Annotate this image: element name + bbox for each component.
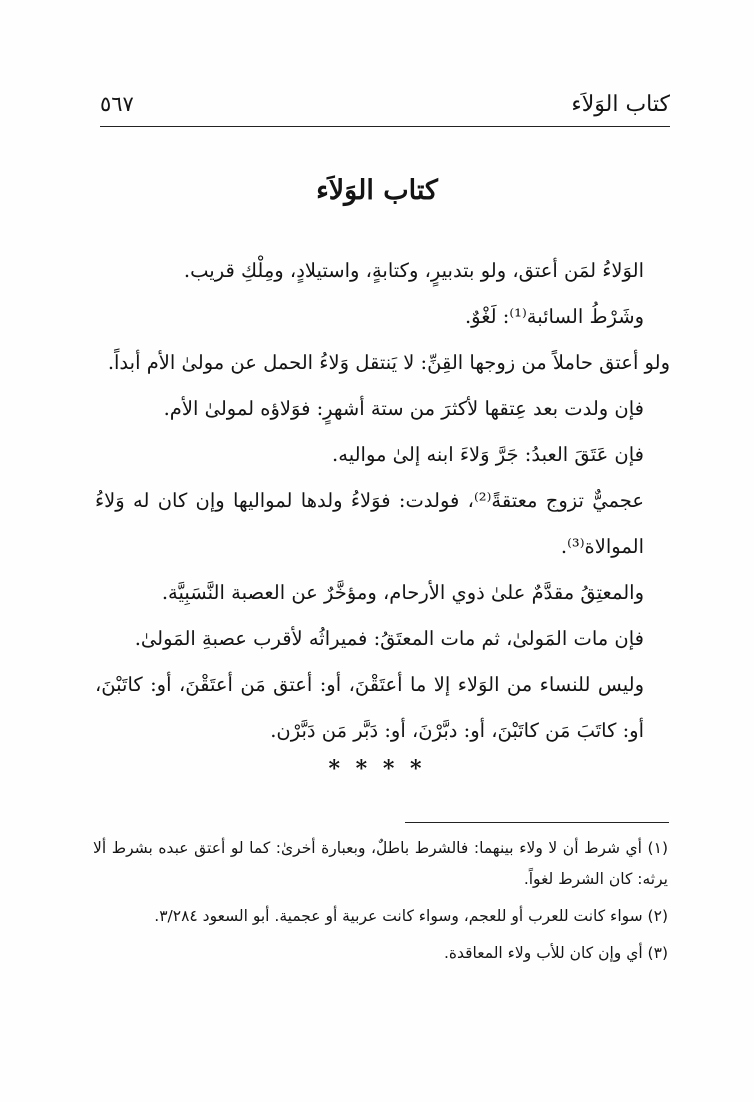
- paragraph-5: فإن عَتَقَ العبدُ: جَرَّ وَلاءَ ابنه إلىٰ مواليه.: [332, 443, 644, 466]
- footnote-3: (٣) أي وإن كان للأب ولاء المعاقدة.: [443, 944, 668, 962]
- footnotes: [93, 833, 668, 969]
- paragraph-2: وشَرْطُ السائبة⁽¹⁾: لَغْوٌ.: [464, 305, 644, 328]
- paragraph-4: فإن ولدت بعد عِتقها لأكثرَ من ستة أشهرٍ: فوَلاؤه لمولىٰ الأم.: [163, 397, 644, 420]
- header-rule: [100, 126, 670, 127]
- main-text: [95, 248, 670, 754]
- page-number: ٥٦٧: [100, 92, 134, 116]
- footnote-1: (١) أي شرط أن لا ولاء بينهما: فالشرط باطلٌ، وبعبارة أخرىٰ: كما لو أعتق عبده بشرط ألا يرثه: كان الشرط لغواً.: [93, 839, 668, 888]
- running-header-title: كتاب الوَلاَء: [571, 92, 670, 117]
- paragraph-9: وليس للنساء من الوَلاء إلا ما أعتَقْنَ، أو: أعتق مَن أعتَقْنَ، أو: كاتَبْنَ، أو: كاتَبَ مَن كاتَبْنَ، أو: دبَّرْنَ، أو: دَبَّر مَن دَبَّرْن.: [95, 673, 644, 742]
- paragraph-7: والمعتِقُ مقدَّمٌ علىٰ ذوي الأرحام، ومؤخَّرٌ عن العصبة النَّسَبِيَّة.: [161, 581, 644, 604]
- paragraph-8: فإن مات المَولىٰ، ثم مات المعتَقُ: فميراثُه لأقرب عصبةِ المَولىٰ.: [134, 627, 644, 650]
- section-separator: * * * *: [328, 756, 426, 782]
- paragraph-1: الوَلاءُ لمَن أعتق، ولو بتدبيرٍ، وكتابةٍ، واستيلادٍ، ومِلْكِ قريب.: [183, 259, 644, 282]
- paragraph-6: عجميٌّ تزوج معتقةً⁽²⁾، فولدت: فوَلاءُ ولدها لمواليها وإن كان له وَلاءُ الموالاة⁽³⁾.: [95, 489, 644, 558]
- footnote-2: (٢) سواء كانت للعرب أو للعجم، وسواء كانت عربية أو عجمية. أبو السعود ٣/٢٨٤.: [154, 907, 668, 925]
- chapter-title: كتاب الوَلاَء: [316, 175, 438, 206]
- footnote-rule: [405, 822, 669, 823]
- paragraph-3: ولو أعتق حاملاً من زوجها القِنِّ: لا يَنتقل وَلاءُ الحمل عن مولىٰ الأم أبداً.: [107, 351, 670, 374]
